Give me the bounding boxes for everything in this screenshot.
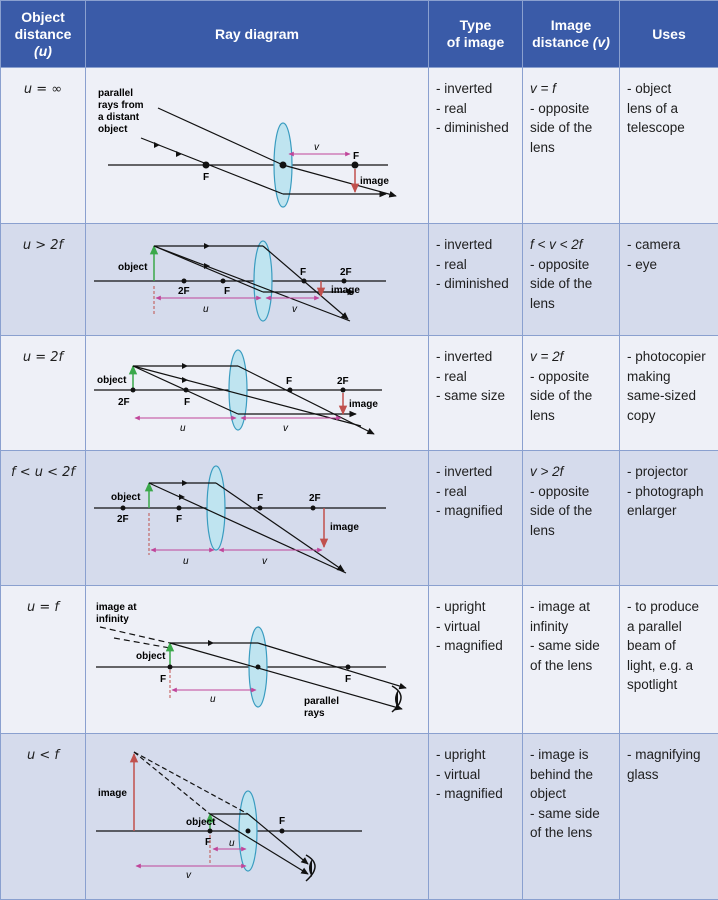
ray-bottom [141,138,283,194]
diagram-label-object: object [97,375,127,386]
image-distance-item: v = 2f [530,349,564,364]
diagram-label-u: u [203,304,209,315]
diagram-label-object: object [136,651,166,662]
header-object-distance-l2: distance [14,25,72,42]
uses-item: spotlight [627,677,678,692]
diagram-label-u: u [229,838,235,849]
image-distance-item: side of the [530,503,593,518]
type-cell [429,224,523,336]
table-row [1,451,718,586]
f-right [280,829,285,834]
type-item: - virtual [436,766,481,782]
image-distance-cell [523,734,620,900]
diagram-label-object: object [186,817,216,828]
uses-cell [620,734,718,900]
object-distance-cell: u = f [1,586,86,734]
diagram-label-incoming-2: rays from [98,100,144,111]
header-uses: Uses [620,1,718,68]
type-item: - diminished [436,120,509,135]
type-item: - real [436,256,467,272]
table-row [1,734,718,900]
diagram-label-incoming-4: object [98,124,128,135]
object-distance-cell: f < u < 2f [1,451,86,586]
diagram-label-image: image [349,399,378,410]
virtual-ray-1 [134,752,248,814]
diagram-label-f-right: F [345,674,352,685]
table-row [1,68,718,224]
uses-item: - photograph [627,483,704,499]
image-distance-item: - image at [530,599,591,614]
image-distance-item: lens [530,522,555,538]
uses-item: beam of [627,638,676,653]
diagram-label-f-right: F [257,493,264,504]
image-distance-item: v = f [530,81,556,96]
table-row [1,336,718,451]
uses-item: copy [627,407,656,423]
image-distance-item: - image is [530,747,589,762]
type-item: - inverted [436,237,493,252]
uses-item: glass [627,766,659,782]
diagram-label-2f-right: 2F [309,493,321,504]
uses-item: - eye [627,256,658,272]
diagram-label-image-inf-2: infinity [96,614,129,625]
image-distance-cell [523,68,620,224]
arrowhead-1 [182,363,188,369]
diagram-label-f-left: F [160,674,167,685]
uses-item: lens of a [627,100,679,116]
diagram-label-f-left: F [224,286,231,297]
diagram-label-incoming-3: a distant [98,112,140,123]
image-distance-item: lens [530,407,555,423]
diagram-label-u: u [210,694,216,705]
arrowhead-1 [182,480,188,486]
type-item: - diminished [436,276,509,291]
uses-cell [620,336,718,451]
twoF-right [311,506,316,511]
image-distance-item: object [530,786,567,801]
diagram-label-v: v [186,870,191,881]
diagram-label-2f-left: 2F [117,514,129,525]
twoF-right [342,279,347,284]
twoF-right [341,388,346,393]
diagram-label-image: image [331,285,360,296]
diagram-label-2f-right: 2F [340,267,352,278]
header-type-l2: of image [446,34,505,50]
ray-focal [154,246,263,292]
diagram-label-v: v [262,556,267,567]
f-left [168,665,173,670]
uses-item: light, e.g. a [627,657,694,673]
image-distance-item: of the lens [530,825,593,840]
lens-center [246,829,251,834]
diagram-label-image: image [98,788,127,799]
diagram-label-f-right: F [300,267,307,278]
image-distance-item: - opposite [530,256,590,272]
virtual-ray-1 [100,627,170,643]
image-distance-item: - same side [530,805,600,821]
diagram-label-2f-left: 2F [118,397,130,408]
uses-item: - projector [627,464,688,479]
header-image-distance [523,1,620,68]
twoF-left [121,506,126,511]
object-distance-cell: u = 2f [1,336,86,451]
ray-diagram-cell [86,68,429,224]
arrowhead-1 [208,640,214,646]
uses-cell [620,68,718,224]
f-right [258,506,263,511]
image-distance-item: of the lens [530,657,593,673]
ray-diagram-at-2f [86,336,428,450]
uses-item: - photocopier [627,349,706,364]
ray-diagram-within-f [86,734,428,899]
header-object-distance-l1: Object [21,8,65,25]
convex-lens [254,241,272,321]
image-distance-cell [523,224,620,336]
diagram-label-incoming-1: parallel [98,88,134,99]
diagram-label-f-right: F [286,376,293,387]
image-distance-item: behind the [530,766,594,782]
diagram-label-v: v [283,423,288,434]
arrowhead-1 [204,243,210,249]
table-row [1,224,718,336]
uses-item: - object [627,81,672,96]
ray-diagram-infinity [86,68,428,223]
diagram-label-f-left: F [203,172,210,183]
header-type-of-image [429,1,523,68]
image-distance-item: side of the [530,276,593,291]
virtual-ray-2 [134,752,210,814]
f-right [346,665,351,670]
image-distance-item: - opposite [530,368,590,384]
object-distance-cell: u = ∞ [1,68,86,224]
type-item: - real [436,483,467,499]
image-distance-item: v > 2f [530,464,564,479]
ray-diagram-at-f [86,586,428,733]
header-object-distance [1,1,86,68]
ray-diagram-cell [86,586,429,734]
f-left [208,829,213,834]
diagram-label-2f-left: 2F [178,286,190,297]
type-cell [429,336,523,451]
arrowhead-1 [176,151,182,157]
diagram-label-u: u [180,423,186,434]
type-item: - upright [436,599,486,614]
f-left [184,388,189,393]
image-distance-cell [523,586,620,734]
arrowhead-2 [182,377,188,383]
header-image-distance-l2 [523,34,619,51]
diagram-label-f-right: F [353,151,360,162]
ray-diagram-cell [86,451,429,586]
ray-center [133,366,361,426]
image-distance-item: infinity [530,618,569,634]
diagram-label-image-inf-1: image at [96,602,137,613]
uses-cell [620,586,718,734]
object-distance-cell: u > 2f [1,224,86,336]
image-distance-item: - same side [530,638,600,653]
diagram-label-f-right: F [279,816,286,827]
diagram-label-object: object [111,492,141,503]
twoF-left [131,388,136,393]
image-distance-item: side of the [530,120,593,135]
arrowhead-2 [154,142,160,148]
diagram-label-f-left: F [176,514,183,525]
diagram-label-image: image [360,176,389,187]
diagram-label-2f-right: 2F [337,376,349,387]
type-item: - magnified [436,638,503,653]
header-ray-diagram: Ray diagram [86,1,429,68]
uses-item: a parallel [627,618,682,634]
ray-diagram-beyond-2f [86,224,428,335]
diagram-label-image: image [330,522,359,533]
type-cell [429,734,523,900]
type-cell [429,68,523,224]
diagram-label-parallel-2: rays [304,708,325,719]
diagram-label-v: v [314,142,319,153]
virtual-ray-2 [114,638,170,648]
ray-diagram-cell [86,224,429,336]
image-distance-item: side of the [530,388,593,403]
twoF-left [182,279,187,284]
type-item: - inverted [436,464,493,479]
header-image-distance-word: distance [532,34,589,50]
convex-lens [207,466,225,550]
ray-diagram-between-f-2f [86,451,428,585]
type-item: - magnified [436,786,503,801]
type-item: - real [436,100,467,116]
diagram-label-f-left: F [184,397,191,408]
uses-item: enlarger [627,503,677,518]
uses-cell [620,451,718,586]
type-item: - upright [436,747,486,762]
uses-cell [620,224,718,336]
diagram-label-parallel-1: parallel [304,696,340,707]
header-image-distance-l1: Image [550,17,592,33]
ray-refracted [216,483,344,571]
diagram-label-f-left: F [205,837,212,848]
diagram-label-u: u [183,556,189,567]
header-type-l1: Type [459,17,492,33]
uses-item: - magnifying [627,747,701,762]
lens-center [256,665,261,670]
image-distance-item: - opposite [530,483,590,499]
image-distance-item: lens [530,139,555,155]
diagram-label-object: object [118,262,148,273]
f-left [221,279,226,284]
image-distance-cell [523,451,620,586]
uses-item: - to produce [627,599,700,614]
type-item: - magnified [436,503,503,518]
eye-icon [306,855,315,881]
focal-point-right [352,162,359,169]
type-item: - inverted [436,81,493,96]
type-item: - virtual [436,618,481,634]
image-distance-item: f < v < 2f [530,237,583,252]
image-distance-item: lens [530,295,555,311]
image-distance-item: - opposite [530,100,590,116]
lens-center [280,162,287,169]
uses-item: telescope [627,120,685,135]
table-row [1,586,718,734]
header-row [1,1,718,68]
ray-diagram-cell [86,734,429,900]
f-right [302,279,307,284]
type-item: - inverted [436,349,493,364]
uses-item: making [627,368,671,384]
type-item: - same size [436,388,506,403]
uses-item: - camera [627,237,681,252]
header-object-distance-sym: (u) [34,42,52,59]
uses-item: same-sized [627,388,697,403]
ray-refracted [258,643,406,688]
ray-diagram-cell [86,336,429,451]
diagram-label-v: v [292,304,297,315]
f-right [288,388,293,393]
header-image-distance-sym: (v) [592,34,610,50]
f-left [177,506,182,511]
object-distance-cell: u < f [1,734,86,900]
type-cell [429,451,523,586]
focal-point-left [203,162,210,169]
type-item: - real [436,368,467,384]
image-distance-cell [523,336,620,451]
type-cell [429,586,523,734]
